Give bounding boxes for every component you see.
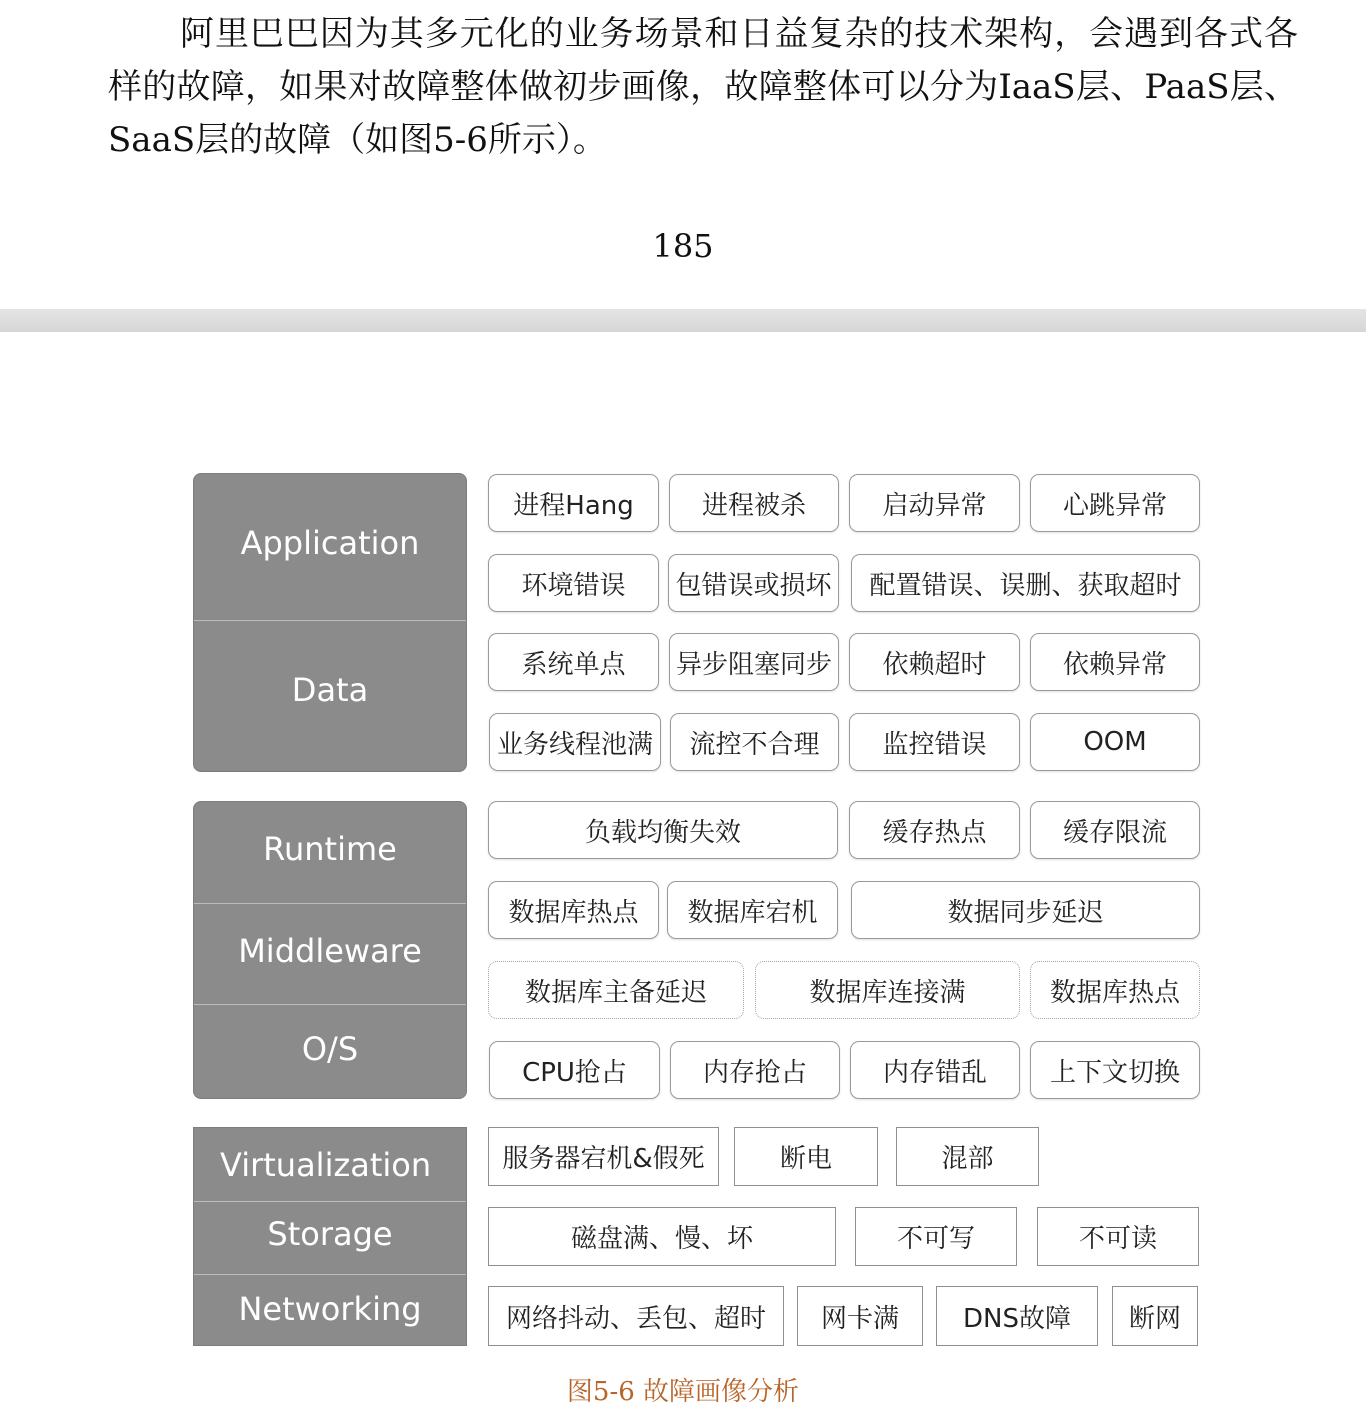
figure-caption: 图5-6 故障画像分析: [566, 1377, 800, 1407]
fault-cell: 进程Hang: [488, 474, 659, 532]
fault-cell: 断网: [1112, 1286, 1198, 1346]
layer-label-application: Application: [240, 524, 420, 562]
layer-label-os: O/S: [301, 1030, 359, 1068]
fault-cell: 依赖异常: [1030, 633, 1200, 691]
page-separator: [0, 309, 1366, 332]
layer-divider: [194, 1201, 466, 1202]
fault-cell: 缓存限流: [1030, 801, 1200, 859]
fault-cell: 启动异常: [849, 474, 1020, 532]
fault-cell: 数据库热点: [488, 881, 659, 939]
fault-cell: 网卡满: [797, 1286, 923, 1346]
fault-cell: 流控不合理: [670, 713, 839, 771]
layer-group-virtualization-storage-networking: [193, 1127, 467, 1346]
fault-cell: 断电: [734, 1127, 878, 1186]
fault-cell: 数据库热点: [1030, 961, 1200, 1019]
layer-group-runtime-middleware-os: [193, 801, 467, 1099]
fault-cell: 依赖超时: [849, 633, 1020, 691]
fault-cell: 进程被杀: [669, 474, 839, 532]
fault-cell: 内存抢占: [670, 1041, 840, 1099]
fault-cell: 系统单点: [488, 633, 659, 691]
fault-cell: 内存错乱: [850, 1041, 1020, 1099]
fault-cell: 数据库连接满: [755, 961, 1020, 1019]
fault-cell: 不可写: [855, 1207, 1017, 1266]
fault-cell: 数据库主备延迟: [488, 961, 744, 1019]
layer-label-runtime: Runtime: [263, 830, 397, 868]
layer-divider: [194, 903, 466, 904]
fault-cell: 环境错误: [488, 554, 659, 612]
fault-cell: DNS故障: [936, 1286, 1098, 1346]
fault-cell: CPU抢占: [489, 1041, 660, 1099]
layer-group-application-data: [193, 473, 467, 772]
fault-cell: 包错误或损坏: [668, 554, 839, 612]
fault-cell: 混部: [896, 1127, 1039, 1186]
fault-cell: 心跳异常: [1030, 474, 1200, 532]
intro-paragraph: 阿里巴巴因为其多元化的业务场景和日益复杂的技术架构，会遇到各式各样的故障，如果对故障整体做初步画像，故障整体可以分为IaaS层、PaaS层、SaaS层的故障（如图5-6所示）。: [108, 14, 1298, 160]
layer-divider: [194, 1004, 466, 1005]
fault-cell: 数据同步延迟: [851, 881, 1200, 939]
fault-cell: 不可读: [1037, 1207, 1199, 1266]
fault-cell: 负载均衡失效: [488, 801, 838, 859]
fault-cell: 网络抖动、丢包、超时: [488, 1286, 784, 1346]
page-number: 185: [652, 227, 714, 265]
layer-label-data: Data: [291, 671, 369, 709]
fault-cell: 配置错误、误删、获取超时: [851, 554, 1200, 612]
layer-divider: [194, 1274, 466, 1275]
fault-cell: 磁盘满、慢、坏: [488, 1207, 836, 1266]
layer-label-storage: Storage: [267, 1215, 393, 1253]
fault-cell: 缓存热点: [849, 801, 1020, 859]
layer-label-networking: Networking: [238, 1290, 422, 1328]
layer-label-middleware: Middleware: [238, 932, 422, 970]
fault-cell: 服务器宕机&假死: [488, 1127, 719, 1186]
fault-cell: 业务线程池满: [489, 713, 661, 771]
fault-cell: 监控错误: [849, 713, 1020, 771]
layer-label-virtualization: Virtualization: [220, 1146, 432, 1184]
fault-cell: OOM: [1030, 713, 1200, 771]
fault-cell: 异步阻塞同步: [669, 633, 839, 691]
fault-cell: 上下文切换: [1030, 1041, 1200, 1099]
fault-cell: 数据库宕机: [667, 881, 838, 939]
layer-divider: [194, 620, 466, 621]
